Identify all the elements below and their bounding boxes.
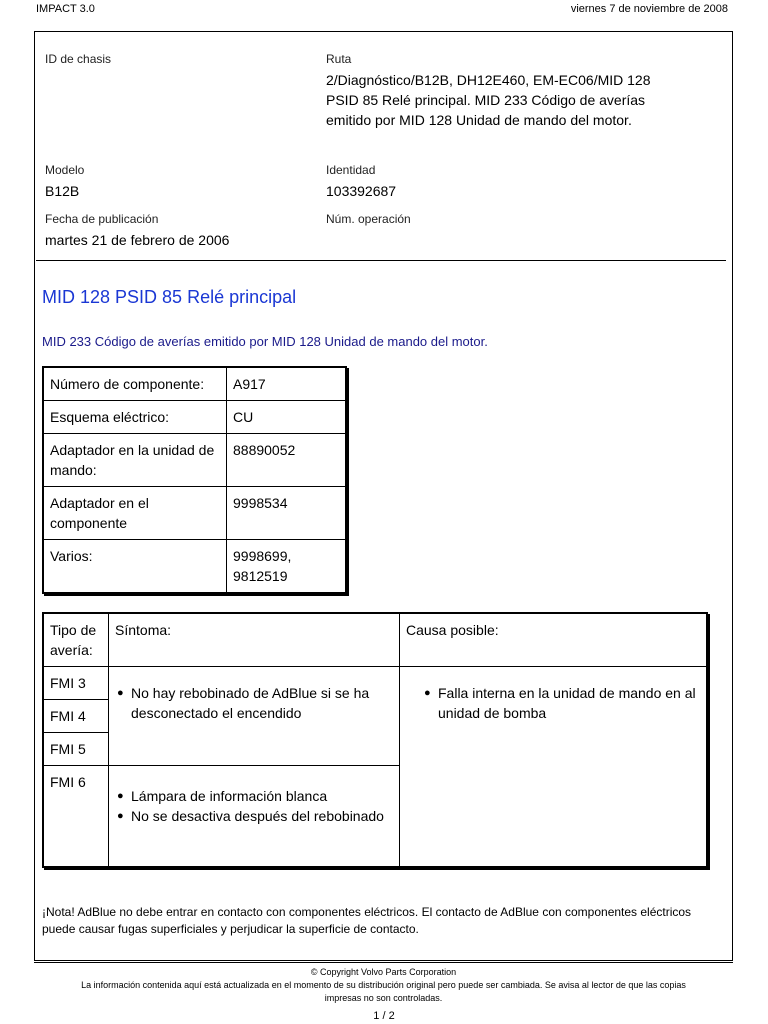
operation-number-label: Núm. operación xyxy=(326,212,411,226)
fmi-cell: FMI 3 xyxy=(43,667,109,700)
component-value: A917 xyxy=(227,367,347,401)
chassis-field xyxy=(45,52,315,70)
component-key: Número de componente: xyxy=(43,367,227,401)
cause-header: Causa posible: xyxy=(400,613,708,667)
print-header xyxy=(36,3,728,19)
table-row xyxy=(43,540,346,594)
print-date: viernes 7 de noviembre de 2008 xyxy=(570,3,728,15)
model-label: Modelo xyxy=(45,163,85,177)
identity-field xyxy=(326,163,666,201)
note-text: ¡Nota! AdBlue no debe entrar en contacto con componentes eléctricos. El contacto de AdBlue con componentes eléctricos puede causar fugas superficiales y perjudicar la superficie de contacto. xyxy=(42,905,692,936)
document-title: MID 128 PSID 85 Relé principal xyxy=(42,287,297,307)
route-field xyxy=(326,52,666,130)
component-value: CU xyxy=(227,401,347,434)
fault-type-header: Tipo de avería: xyxy=(43,613,109,667)
fault-table xyxy=(42,612,708,868)
list-item: ● Lámpara de información blanca xyxy=(115,786,393,806)
disclaimer-text: La información contenida aquí está actualizada en el momento de su distribución original pero puede ser cambiada. Se avisa al lector de que las copias impresas no son controladas. xyxy=(81,980,686,1003)
cause-cell xyxy=(400,667,708,868)
publication-date-value: martes 21 de febrero de 2006 xyxy=(45,232,230,248)
document-subtitle: MID 233 Código de averías emitido por MID 128 Unidad de mando del motor. xyxy=(42,334,488,349)
copyright-text: © Copyright Volvo Parts Corporation xyxy=(310,967,457,977)
table-row xyxy=(43,434,346,487)
app-name: IMPACT 3.0 xyxy=(36,3,95,15)
list-item: ● No hay rebobinado de AdBlue si se ha desconectado el encendido xyxy=(115,683,393,723)
table-row xyxy=(43,487,346,540)
component-value: 9998534 xyxy=(227,487,347,540)
symptom-list xyxy=(115,786,393,826)
chassis-label: ID de chasis xyxy=(45,52,112,66)
cause-list xyxy=(422,683,700,723)
fmi-cell: FMI 5 xyxy=(43,733,109,766)
list-item: ● No se desactiva después del rebobinado xyxy=(115,806,393,826)
identity-value: 103392687 xyxy=(326,183,397,199)
fmi-cell: FMI 6 xyxy=(43,766,109,868)
component-key: Varios: xyxy=(43,540,227,594)
component-table xyxy=(42,366,347,594)
publication-date-label: Fecha de publicación xyxy=(45,212,159,226)
page-number: 1 / 2 xyxy=(373,1010,395,1022)
model-value: B12B xyxy=(45,183,80,199)
component-value: 9998699, 9812519 xyxy=(227,540,347,594)
identity-label: Identidad xyxy=(326,163,376,177)
symptom-cell-group2 xyxy=(109,766,400,868)
route-label: Ruta xyxy=(326,52,352,66)
list-item: ● Falla interna en la unidad de mando en al unidad de bomba xyxy=(422,683,700,723)
table-row xyxy=(43,401,346,434)
component-key: Esquema eléctrico: xyxy=(43,401,227,434)
component-value: 88890052 xyxy=(227,434,347,487)
publication-date-field xyxy=(45,212,315,250)
component-key: Adaptador en el componente xyxy=(43,487,227,540)
operation-number-field xyxy=(326,212,666,230)
model-field xyxy=(45,163,315,201)
component-key: Adaptador en la unidad de mando: xyxy=(43,434,227,487)
footer xyxy=(34,962,733,1005)
route-value: 2/Diagnóstico/B12B, DH12E460, EM-EC06/MID 128 PSID 85 Relé principal. MID 233 Código de averías emitido por MID 128 Unidad de mando del motor. xyxy=(326,72,651,128)
fmi-cell: FMI 4 xyxy=(43,700,109,733)
fault-table-header-row xyxy=(43,613,707,667)
section-divider xyxy=(36,260,726,261)
table-row xyxy=(43,667,707,700)
table-row xyxy=(43,367,346,401)
symptom-cell-group1 xyxy=(109,667,400,766)
symptom-header: Síntoma: xyxy=(109,613,400,667)
symptom-list xyxy=(115,683,393,723)
